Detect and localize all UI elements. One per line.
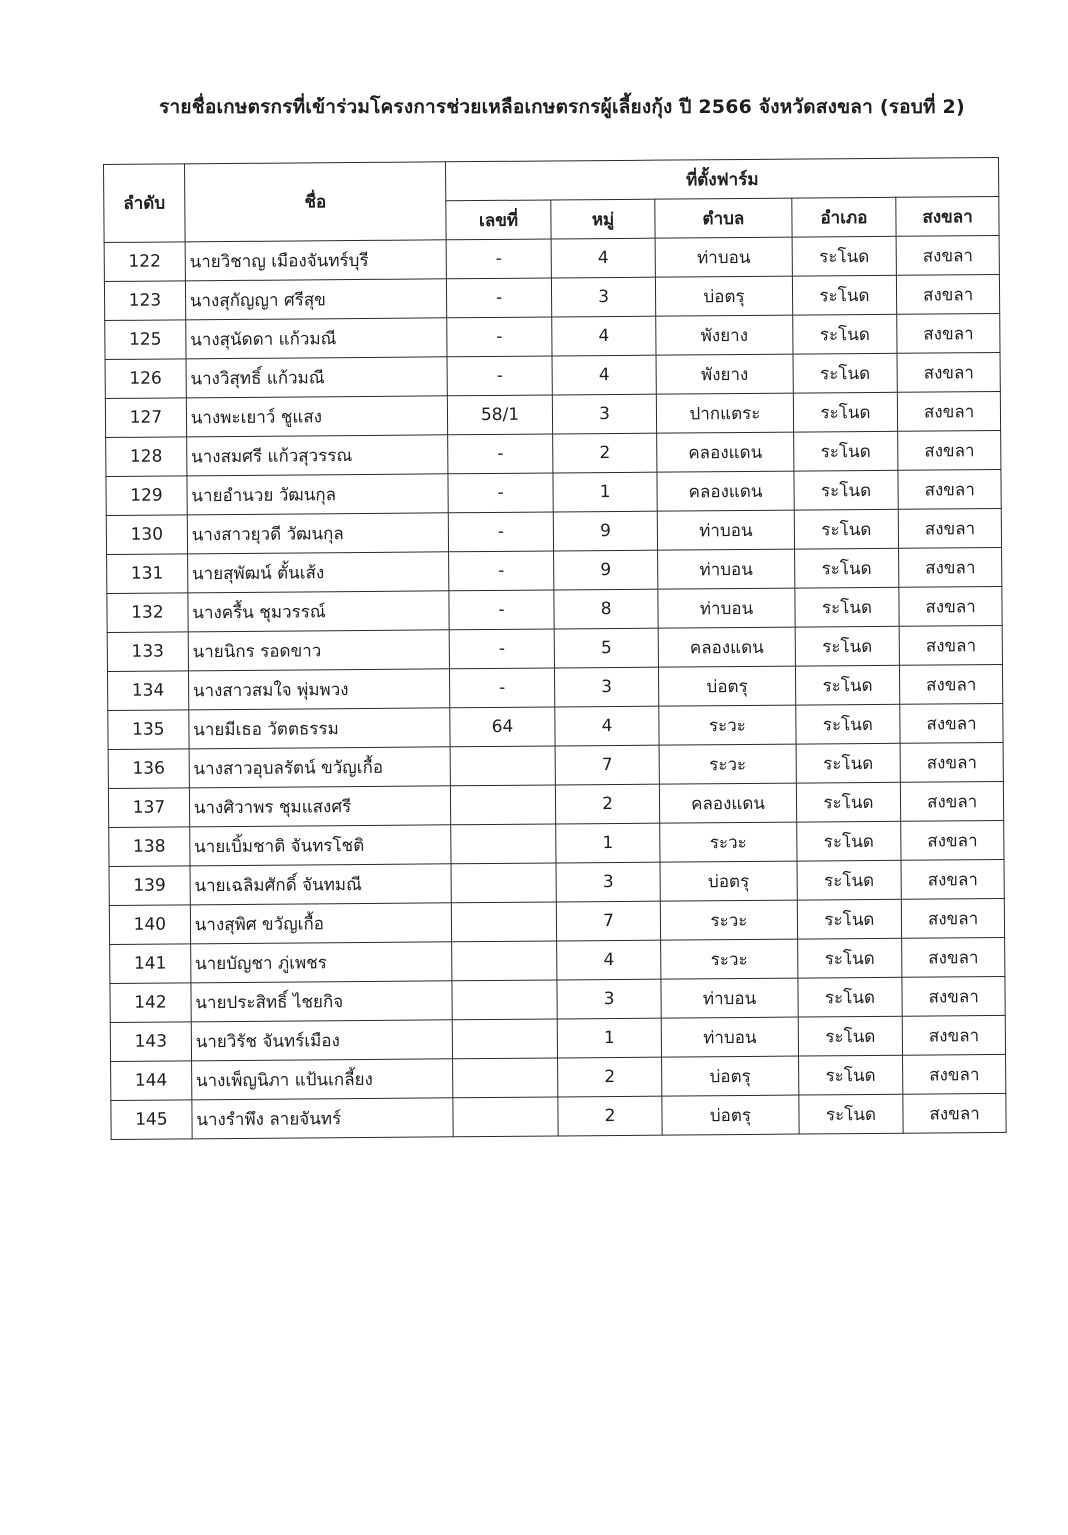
cell-tambon: บ่อตรุ	[659, 666, 796, 706]
cell-amphoe: ระโนด	[797, 899, 902, 939]
header-number: เลขที่	[446, 200, 551, 240]
cell-province: สงขลา	[896, 235, 999, 275]
cell-seq: 145	[111, 1100, 192, 1140]
cell-province: สงขลา	[898, 469, 1001, 509]
header-province: สงขลา	[896, 196, 999, 236]
cell-moo: 3	[554, 667, 659, 707]
cell-moo: 2	[552, 433, 657, 473]
cell-number: -	[449, 551, 554, 591]
cell-moo: 8	[554, 589, 659, 629]
cell-name: นายบัญชา ภู่เพชร	[190, 942, 452, 983]
cell-province: สงขลา	[901, 781, 1004, 821]
cell-province: สงขลา	[903, 1054, 1006, 1094]
cell-moo: 7	[555, 745, 660, 785]
cell-number	[452, 941, 557, 981]
cell-number	[453, 1019, 558, 1059]
cell-amphoe: ระโนด	[798, 977, 903, 1017]
cell-amphoe: ระโนด	[792, 275, 897, 315]
cell-province: สงขลา	[903, 1093, 1006, 1133]
header-farm-location: ที่ตั้งฟาร์ม	[446, 157, 999, 200]
cell-seq: 133	[107, 632, 188, 672]
cell-province: สงขลา	[897, 313, 1000, 353]
cell-amphoe: ระโนด	[796, 821, 901, 861]
cell-tambon: ระวะ	[659, 705, 796, 745]
cell-name: นายมีเธอ วัตตธรรม	[189, 708, 451, 749]
cell-amphoe: ระโนด	[793, 431, 898, 471]
cell-moo: 2	[555, 784, 660, 824]
document-title: รายชื่อเกษตรกรที่เข้าร่วมโครงการช่วยเหลือเกษตรกรผู้เลี้ยงกุ้ง ปี 2566 จังหวัดสงขลา (รอบที่ 2)	[159, 96, 965, 118]
cell-seq: 132	[107, 593, 188, 633]
cell-seq: 127	[105, 398, 186, 438]
cell-seq: 142	[110, 983, 191, 1023]
cell-seq: 139	[109, 866, 190, 906]
cell-number: -	[447, 278, 552, 318]
cell-amphoe: ระโนด	[796, 782, 901, 822]
cell-moo: 9	[553, 550, 658, 590]
cell-tambon: บ่อตรุ	[662, 1095, 799, 1135]
cell-name: นางสาวอุบลรัตน์ ขวัญเกื้อ	[189, 747, 451, 788]
cell-province: สงขลา	[899, 547, 1002, 587]
cell-number: -	[447, 356, 552, 396]
cell-number	[453, 1058, 558, 1098]
cell-name: นางศิวาพร ชุมแสงศรี	[189, 786, 451, 827]
cell-number	[450, 746, 555, 786]
cell-tambon: บ่อตรุ	[656, 276, 793, 316]
cell-province: สงขลา	[899, 625, 1002, 665]
cell-name: นางเพ็ญนิภา แป้นเกลี้ยง	[191, 1059, 453, 1100]
cell-name: นายนิกร รอดขาว	[188, 630, 450, 671]
cell-moo: 4	[555, 706, 660, 746]
cell-amphoe: ระโนด	[798, 1055, 903, 1095]
cell-tambon: บ่อตรุ	[660, 861, 797, 901]
cell-province: สงขลา	[900, 703, 1003, 743]
cell-moo: 4	[556, 940, 661, 980]
header-amphoe: อำเภอ	[791, 197, 896, 237]
cell-number: -	[446, 239, 551, 279]
cell-province: สงขลา	[901, 820, 1004, 860]
cell-seq: 135	[108, 710, 189, 750]
cell-moo: 1	[557, 1018, 662, 1058]
cell-amphoe: ระโนด	[794, 548, 899, 588]
cell-number: 58/1	[448, 395, 553, 435]
cell-name: นางวิสุทธิ์ แก้วมณี	[186, 357, 448, 398]
cell-seq: 134	[107, 671, 188, 711]
header-tambon: ตำบล	[655, 198, 792, 238]
cell-province: สงขลา	[898, 391, 1001, 431]
cell-number	[451, 785, 556, 825]
cell-name: นางสาวยุวดี วัฒนกุล	[187, 513, 449, 554]
cell-seq: 130	[106, 515, 187, 555]
cell-amphoe: ระโนด	[794, 509, 899, 549]
cell-name: นางรำพึง ลายจันทร์	[192, 1098, 454, 1139]
table-header	[104, 157, 1000, 242]
cell-seq: 136	[108, 749, 189, 789]
cell-name: นายวิรัช จันทร์เมือง	[191, 1020, 453, 1061]
cell-name: นายประสิทธิ์ ไชยกิจ	[191, 981, 453, 1022]
cell-province: สงขลา	[899, 586, 1002, 626]
farmer-table	[103, 157, 1007, 1140]
cell-moo: 3	[552, 394, 657, 434]
cell-seq: 140	[109, 905, 190, 945]
cell-tambon: พังยาง	[656, 354, 793, 394]
cell-number: -	[447, 317, 552, 357]
cell-amphoe: ระโนด	[797, 860, 902, 900]
cell-tambon: ระวะ	[661, 939, 798, 979]
cell-amphoe: ระโนด	[796, 743, 901, 783]
cell-province: สงขลา	[902, 976, 1005, 1016]
cell-number: -	[449, 629, 554, 669]
cell-seq: 143	[110, 1022, 191, 1062]
cell-moo: 2	[558, 1096, 663, 1136]
cell-name: นางพะเยาว์ ชูแสง	[186, 396, 448, 437]
cell-tambon: ระวะ	[660, 822, 797, 862]
cell-seq: 129	[106, 476, 187, 516]
cell-moo: 1	[553, 472, 658, 512]
cell-province: สงขลา	[901, 859, 1004, 899]
cell-amphoe: ระโนด	[794, 587, 899, 627]
cell-moo: 4	[551, 238, 656, 278]
cell-amphoe: ระโนด	[793, 392, 898, 432]
cell-tambon: ปากแตระ	[657, 393, 794, 433]
cell-moo: 3	[556, 862, 661, 902]
cell-name: นางสุพิศ ขวัญเกื้อ	[190, 903, 452, 944]
cell-name: นายสุพัฒน์ ตั้นเส้ง	[187, 552, 449, 593]
cell-tambon: คลองแดน	[657, 432, 794, 472]
cell-moo: 9	[553, 511, 658, 551]
cell-province: สงขลา	[897, 352, 1000, 392]
cell-tambon: ระวะ	[661, 900, 798, 940]
cell-tambon: ท่าบอน	[658, 588, 795, 628]
header-name: ชื่อ	[184, 162, 446, 242]
cell-name: นางสุนัดดา แก้วมณี	[185, 318, 447, 359]
cell-tambon: ท่าบอน	[658, 510, 795, 550]
cell-name: นายอำนวย วัฒนกุล	[187, 474, 449, 515]
cell-name: นางสาวสมใจ พุ่มพวง	[188, 669, 450, 710]
cell-number: -	[448, 434, 553, 474]
header-seq: ลำดับ	[104, 164, 185, 243]
cell-tambon: คลองแดน	[658, 627, 795, 667]
cell-tambon: ท่าบอน	[661, 978, 798, 1018]
cell-seq: 126	[105, 359, 186, 399]
cell-tambon: ท่าบอน	[655, 237, 792, 277]
cell-amphoe: ระโนด	[792, 314, 897, 354]
cell-tambon: ท่าบอน	[662, 1017, 799, 1057]
cell-province: สงขลา	[902, 1015, 1005, 1055]
cell-amphoe: ระโนด	[792, 236, 897, 276]
cell-province: สงขลา	[902, 898, 1005, 938]
cell-name: นางครื้น ชุมวรรณ์	[188, 591, 450, 632]
cell-amphoe: ระโนด	[795, 704, 900, 744]
cell-tambon: ท่าบอน	[658, 549, 795, 589]
cell-seq: 125	[105, 320, 186, 360]
cell-name: นางสุกัญญา ศรีสุข	[185, 279, 447, 320]
cell-tambon: คลองแดน	[657, 471, 794, 511]
cell-tambon: พังยาง	[656, 315, 793, 355]
cell-name: นายเฉลิมศักดิ์ จันทมณี	[190, 864, 452, 905]
cell-moo: 5	[554, 628, 659, 668]
cell-seq: 123	[104, 281, 185, 321]
cell-moo: 4	[552, 316, 657, 356]
cell-number	[451, 824, 556, 864]
cell-number: -	[450, 668, 555, 708]
cell-moo: 3	[551, 277, 656, 317]
cell-amphoe: ระโนด	[798, 1094, 903, 1134]
cell-number: 64	[450, 707, 555, 747]
cell-province: สงขลา	[900, 664, 1003, 704]
cell-number	[452, 980, 557, 1020]
cell-name: นายวิชาญ เมืองจันทร์บุรี	[185, 240, 447, 281]
cell-province: สงขลา	[899, 508, 1002, 548]
cell-tambon: ระวะ	[659, 744, 796, 784]
cell-amphoe: ระโนด	[793, 353, 898, 393]
cell-moo: 7	[556, 901, 661, 941]
cell-tambon: คลองแดน	[660, 783, 797, 823]
cell-name: นางสมศรี แก้วสุวรรณ	[186, 435, 448, 476]
cell-seq: 128	[106, 437, 187, 477]
cell-moo: 3	[557, 979, 662, 1019]
table-row	[111, 1093, 1006, 1139]
cell-province: สงขลา	[897, 274, 1000, 314]
cell-amphoe: ระโนด	[795, 626, 900, 666]
cell-seq: 144	[111, 1061, 192, 1101]
cell-number	[451, 863, 556, 903]
cell-province: สงขลา	[902, 937, 1005, 977]
cell-tambon: บ่อตรุ	[662, 1056, 799, 1096]
cell-number	[452, 902, 557, 942]
cell-amphoe: ระโนด	[794, 470, 899, 510]
cell-number: -	[449, 590, 554, 630]
cell-seq: 122	[104, 242, 185, 282]
cell-moo: 1	[556, 823, 661, 863]
cell-seq: 131	[107, 554, 188, 594]
cell-amphoe: ระโนด	[798, 1016, 903, 1056]
cell-number: -	[448, 473, 553, 513]
cell-name: นายเบิ้มชาติ จันทรโชติ	[189, 825, 451, 866]
cell-seq: 137	[108, 788, 189, 828]
cell-amphoe: ระโนด	[797, 938, 902, 978]
cell-number: -	[449, 512, 554, 552]
table-body	[104, 235, 1006, 1139]
cell-amphoe: ระโนด	[795, 665, 900, 705]
cell-province: สงขลา	[898, 430, 1001, 470]
cell-province: สงขลา	[900, 742, 1003, 782]
cell-seq: 138	[109, 827, 190, 867]
cell-seq: 141	[110, 944, 191, 984]
cell-number	[453, 1097, 558, 1137]
cell-moo: 4	[552, 355, 657, 395]
cell-moo: 2	[557, 1057, 662, 1097]
header-moo: หมู่	[551, 199, 656, 239]
